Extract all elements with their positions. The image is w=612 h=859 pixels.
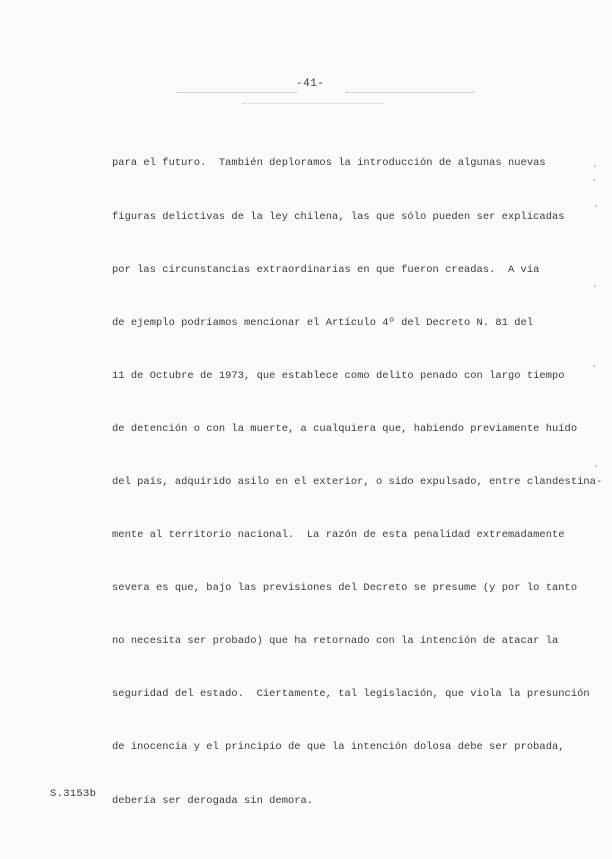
scan-speck	[595, 205, 597, 207]
text-line: mente al territorio nacional. La razón de esta penalidad extremadamente	[112, 529, 565, 542]
text-line: 11 de Octubre de 1973, que establece como delito penado con largo tiempo	[112, 369, 565, 382]
scan-speck	[594, 165, 596, 167]
text-line: por las circunstancias extraordinarias en que fueron creadas. A vía	[112, 263, 540, 276]
text-line: severa es que, bajo las previsiones del Decreto se presume (y por lo tanto	[112, 582, 578, 595]
text-line: no necesita ser probado) que ha retornado con la intención de atacar la	[112, 635, 559, 648]
scan-edge-specks	[593, 165, 597, 475]
text-line: debería ser derogada sin demora.	[112, 794, 314, 807]
text-line: del país, adquirido asilo en el exterior, o sido expulsado, entre clandestina-	[112, 475, 603, 488]
scan-speck	[595, 465, 597, 467]
text-line: para el futuro. También deploramos la introducción de algunas nuevas	[112, 157, 546, 170]
scan-speck	[594, 285, 596, 287]
document-reference-code: S.3153b	[50, 788, 97, 800]
scan-speck	[593, 365, 595, 367]
header-dotted-rule-left	[176, 92, 298, 93]
text-line: seguridad del estado. Ciertamente, tal legislación, que viola la presunción	[112, 688, 590, 701]
scan-speck	[593, 179, 595, 181]
text-line: de inocencia y el principio de que la intención dolosa debe ser probada,	[112, 741, 565, 754]
header-dotted-rule-right	[345, 92, 475, 93]
text-line: de ejemplo podríamos mencionar el Artículo 4º del Decreto N. 81 del	[112, 316, 534, 329]
text-line: figuras delictivas de la ley chilena, las que sólo pueden ser explicadas	[112, 210, 565, 223]
page-number: -41-	[296, 78, 325, 90]
text-line: de detención o con la muerte, a cualquiera que, habiendo previamente huído	[112, 422, 578, 435]
body-paragraph	[112, 120, 603, 846]
header-dotted-rule-lower	[243, 103, 383, 104]
